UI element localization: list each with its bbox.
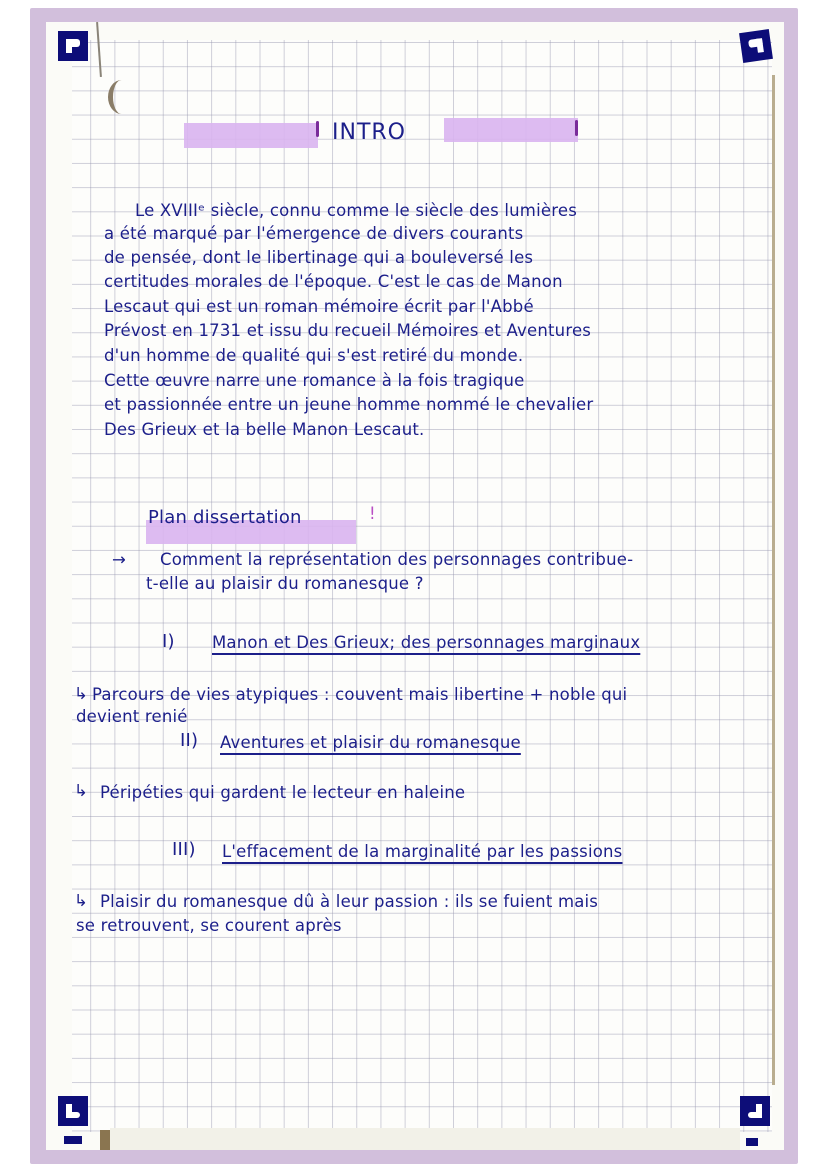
corner-marker-top-right-icon xyxy=(739,29,773,63)
part-numeral: I) xyxy=(162,631,175,652)
title-highlight-left-tip xyxy=(316,121,319,137)
paper-edge-right xyxy=(772,75,775,1085)
title-highlight-right-tip xyxy=(575,120,578,136)
part-numeral: II) xyxy=(180,730,199,751)
title-highlight-left xyxy=(184,123,318,148)
part-detail-line: Plaisir du romanesque dû à leur passion : ils se fuient mais xyxy=(100,892,599,911)
section-title-intro: INTRO xyxy=(332,120,406,145)
corner-marker-bottom-right-icon xyxy=(740,1096,770,1126)
intro-line: Prévost en 1731 et issu du recueil Mémoires et Aventures xyxy=(104,321,592,340)
corner-marker-bottom-right-bar xyxy=(746,1138,758,1146)
intro-line: Cette œuvre narre une romance à la fois tragique xyxy=(104,371,525,390)
detail-arrow-icon: ↳ xyxy=(74,684,89,703)
part-detail-line: devient renié xyxy=(76,707,188,726)
paper-bottom-shadow xyxy=(100,1130,110,1150)
intro-line: Lescaut qui est un roman mémoire écrit par l'Abbé xyxy=(104,297,534,316)
part-title: L'effacement de la marginalité par les passions xyxy=(222,842,623,861)
corner-marker-top-left-icon xyxy=(58,31,88,61)
title-highlight-right xyxy=(444,118,578,142)
detail-arrow-icon: ↳ xyxy=(74,891,89,910)
intro-line: de pensée, dont le libertinage qui a bouleversé les xyxy=(104,248,534,267)
part-detail-line: Parcours de vies atypiques : couvent mais libertine + noble qui xyxy=(92,685,628,704)
part-detail-line: Péripéties qui gardent le lecteur en haleine xyxy=(100,783,466,802)
intro-line: d'un homme de qualité qui s'est retiré du monde. xyxy=(104,346,524,365)
intro-line: et passionnée entre un jeune homme nommé le chevalier xyxy=(104,395,594,414)
intro-line: a été marqué par l'émergence de divers courants xyxy=(104,224,524,243)
problematique-line: Comment la représentation des personnages contribue- xyxy=(160,550,634,569)
part-title: Aventures et plaisir du romanesque xyxy=(220,733,521,752)
paper-bottom-strip xyxy=(110,1128,740,1150)
part-detail-line: se retrouvent, se courent après xyxy=(76,916,342,935)
part-numeral: III) xyxy=(172,839,196,860)
plan-heading-mark: ! xyxy=(369,504,376,523)
part-title: Manon et Des Grieux; des personnages marginaux xyxy=(212,633,641,652)
plan-heading: Plan dissertation xyxy=(148,507,302,528)
intro-line: Des Grieux et la belle Manon Lescaut. xyxy=(104,420,425,439)
corner-marker-bottom-left-icon xyxy=(58,1096,88,1126)
binder-hole-icon xyxy=(108,80,135,114)
intro-line: certitudes morales de l'époque. C'est le cas de Manon xyxy=(104,272,563,291)
intro-line: Le XVIIIᵉ siècle, connu comme le siècle des lumières xyxy=(135,201,577,220)
problematique-line: t-elle au plaisir du romanesque ? xyxy=(146,574,424,593)
detail-arrow-icon: ↳ xyxy=(74,781,89,800)
problematique-arrow-icon: → xyxy=(112,550,127,569)
corner-marker-bottom-left-bar xyxy=(64,1136,82,1144)
